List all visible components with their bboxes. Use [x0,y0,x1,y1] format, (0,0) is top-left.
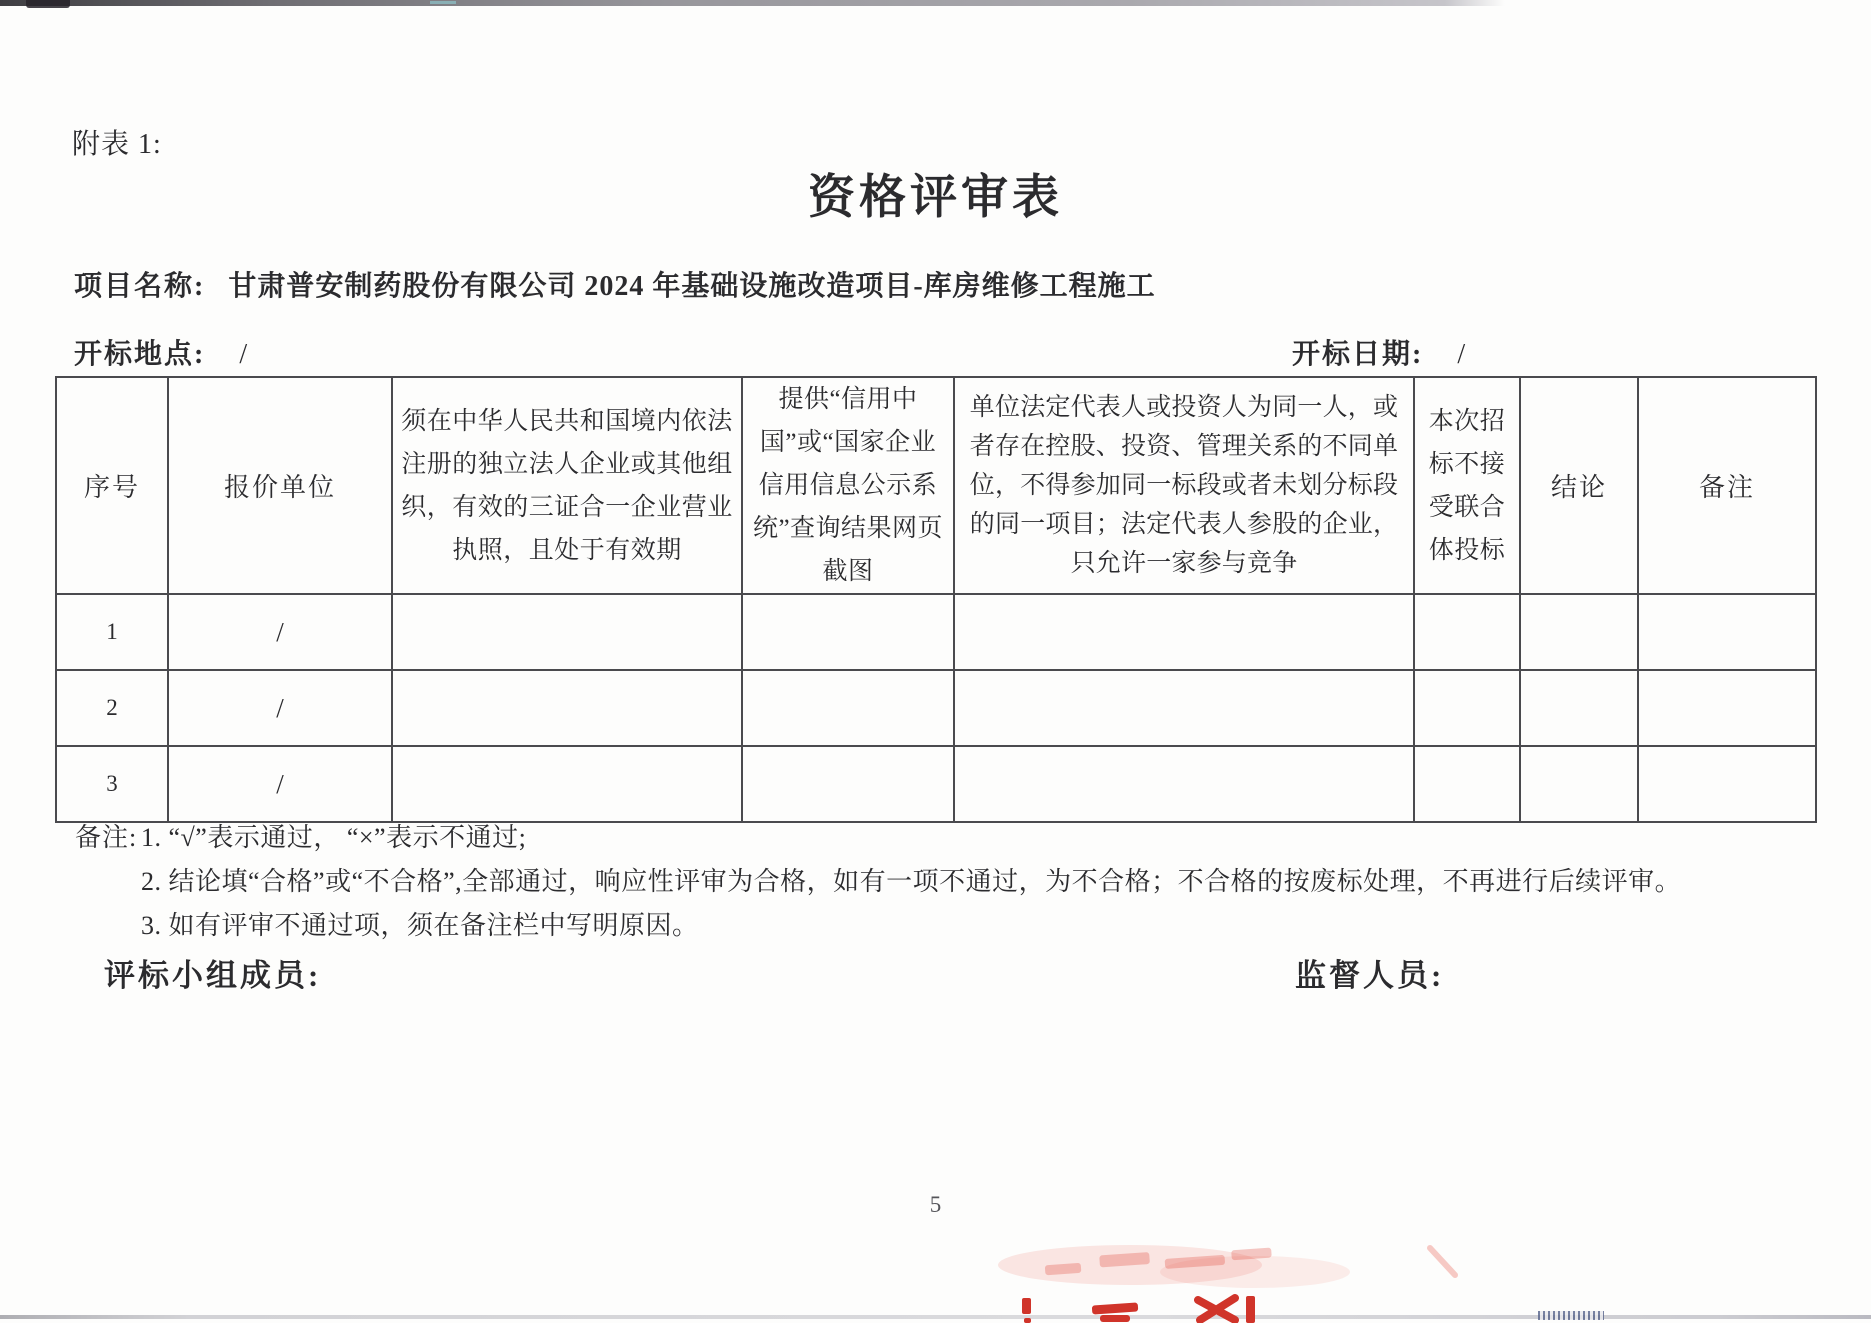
cell-no-consortium [1414,746,1520,822]
cell-remarks [1638,746,1816,822]
cell-bidder: / [168,670,392,746]
cell-registration [392,746,742,822]
cell-remarks [1638,670,1816,746]
note-item-2: 2. 结论填“合格”或“不合格”,全部通过，响应性评审为合格，如有一项不通过，为不合格；不合格的按废标处理，不再进行后续评审。 [141,867,1682,896]
table-header-bidder: 报价单位 [168,377,392,594]
qualification-review-table [55,376,1817,823]
table-header-no-consortium: 本次招标不接受联合体投标 [1414,377,1520,594]
red-stamp-fragment [950,1240,1480,1323]
project-name-value: 甘肃普安制药股份有限公司 2024 年基础设施改造项目-库房维修工程施工 [228,271,1156,302]
cell-conclusion [1520,746,1638,822]
page-number: 5 [929,1192,942,1217]
project-name-line [74,264,1156,304]
note-item-3: 3. 如有评审不通过项，须在备注栏中写明原因。 [141,911,699,940]
cell-seq: 3 [56,746,168,822]
cell-remarks [1638,594,1816,670]
notes-label: 备注: [75,823,138,852]
notes-section [75,816,1863,948]
cell-seq: 2 [56,670,168,746]
cell-conflict-rule [954,670,1414,746]
cell-bidder: / [168,594,392,670]
note-item-1: 1. “√”表示通过， “×”表示不通过; [141,823,527,852]
table-row [56,670,1816,746]
appendix-label: 附表 1: [72,129,162,160]
supervisor-label: 监督人员: [1295,958,1445,993]
table-header-credit-check: 提供“信用中国”或“国家企业信用信息公示系统”查询结果网页截图 [742,377,954,594]
scan-edge-top [0,0,1505,6]
scan-smudge-top-left [26,0,70,8]
table-header-seq: 序号 [56,377,168,594]
cell-conclusion [1520,594,1638,670]
table-header-conclusion: 结论 [1520,377,1638,594]
cell-bidder: / [168,746,392,822]
project-name-label: 项目名称: [74,271,206,302]
cell-conflict-rule [954,746,1414,822]
bid-date-label: 开标日期: [1292,339,1424,370]
cell-no-consortium [1414,594,1520,670]
cell-no-consortium [1414,670,1520,746]
table-header-remarks: 备注 [1638,377,1816,594]
cell-credit-check [742,746,954,822]
table-header-row [56,377,1816,594]
table-row [56,746,1816,822]
cell-credit-check [742,670,954,746]
table-header-conflict-rule: 单位法定代表人或投资人为同一人，或者存在控股、投资、管理关系的不同单位，不得参加同一标段或者未划分标段的同一项目；法定代表人参股的企业，只允许一家参与竞争 [954,377,1414,594]
cell-registration [392,670,742,746]
table-row [56,594,1816,670]
cell-seq: 1 [56,594,168,670]
cell-conflict-rule [954,594,1414,670]
cell-registration [392,594,742,670]
bid-location-label: 开标地点: [74,339,206,370]
cell-credit-check [742,594,954,670]
committee-members-label: 评标小组成员: [104,958,322,993]
page-title: 资格评审表 [808,172,1063,224]
table-header-registration: 须在中华人民共和国境内依法注册的独立法人企业或其他组织，有效的三证合一企业营业执照，且处于有效期 [392,377,742,594]
bid-location-value: / [239,339,250,370]
bid-date-value: / [1457,339,1468,370]
scan-hatch-marks [1538,1311,1604,1320]
cell-conclusion [1520,670,1638,746]
scan-speck [430,1,456,4]
